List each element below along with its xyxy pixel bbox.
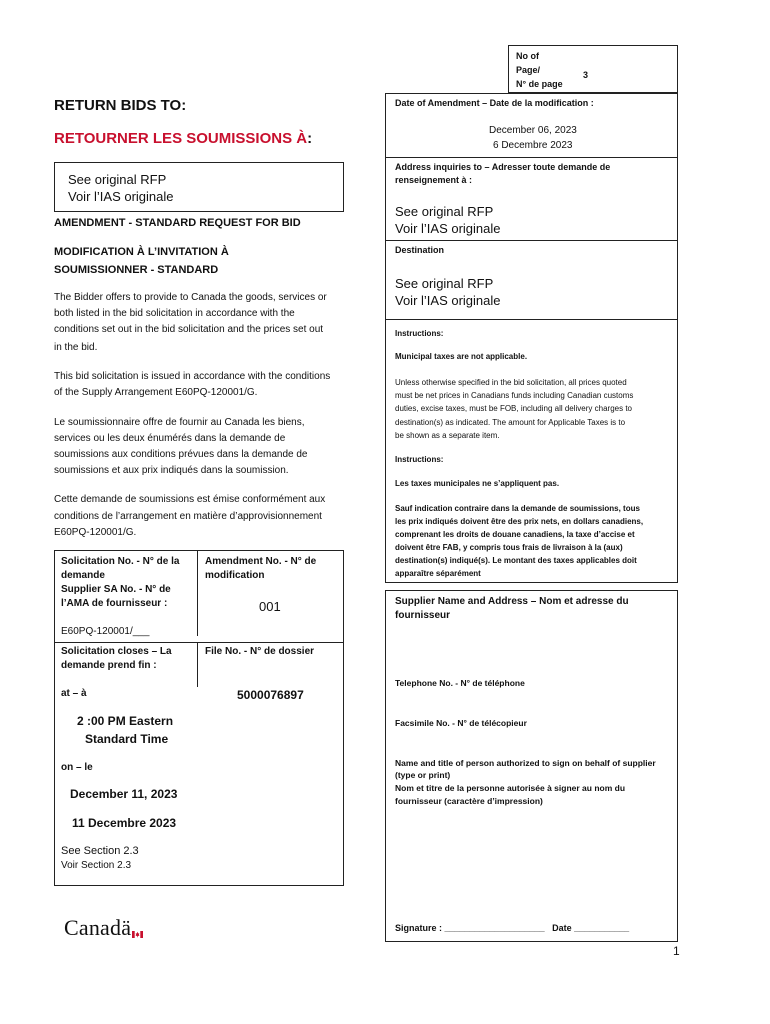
unless-l5: be shown as a separate item. (395, 431, 500, 440)
telephone-label: Telephone No. - N° de téléphone (395, 678, 525, 688)
closing-date-fr: 11 Decembre 2023 (72, 816, 177, 830)
right-divider-2 (385, 240, 678, 241)
inquiries-label-1: Address inquiries to – Adresser toute demande de (395, 162, 611, 172)
bidder-offer-l2: both listed in the bid solicitation in accordance with the (54, 308, 295, 319)
destination-rfp-line2: Voir l’IAS originale (395, 293, 501, 308)
amendment-title-fr-2: SOUMISSIONNER - STANDARD (54, 264, 219, 276)
page-count-label-3: N° de page (516, 79, 563, 89)
facsimile-label: Facsimile No. - N° de télécopieur (395, 718, 527, 728)
sauf-l5: destination(s) indiqué(s). Le montant des taxes applicables doit (395, 556, 637, 565)
solicitation-closes-label-1: Solicitation closes – La (61, 646, 172, 657)
instructions-fr-label: Instructions: (395, 455, 444, 464)
voir-section: Voir Section 2.3 (61, 860, 132, 871)
authorized-person-l2: (type or print) (395, 770, 451, 780)
page-count-label-1: No of (516, 51, 539, 61)
instructions-en-label: Instructions: (395, 329, 444, 338)
amendment-title-en: AMENDMENT - STANDARD REQUEST FOR BID (54, 217, 301, 229)
amendment-title-fr-1: MODIFICATION À L’INVITATION À (54, 246, 229, 258)
retourner-heading (54, 129, 312, 149)
page-count-label-2: Page/ (516, 65, 541, 75)
soumissionnaire-l2: services ou les deux énumérés dans la demande de (54, 433, 286, 444)
destination-label: Destination (395, 245, 445, 255)
unless-l3: duties, excise taxes, must be FOB, including all delivery charges to (395, 404, 632, 413)
unless-l2: must be net prices in Canadians funds including Canadian customs (395, 391, 634, 400)
table-divider-vertical (197, 550, 198, 636)
on-label: on – le (61, 762, 93, 773)
canada-wordmark-text: Canadä (64, 915, 132, 940)
solicitation-issued-l1: This bid solicitation is issued in accordance with the conditions (54, 371, 331, 382)
soumissionnaire-l3: soumissions aux conditions prévues dans la demande de (54, 449, 308, 460)
cette-demande-l1: Cette demande de soumissions est émise conformément aux (54, 494, 326, 505)
see-section: See Section 2.3 (61, 845, 139, 857)
bidder-offer-l4: in the bid. (54, 342, 98, 353)
supplier-name-label-1: Supplier Name and Address – Nom et adresse du (395, 596, 629, 607)
solicitation-no-value: E60PQ-120001/___ (61, 626, 150, 637)
return-bids-heading: RETURN BIDS TO: (54, 97, 187, 114)
authorized-person-l4: fournisseur (caractère d’impression) (395, 796, 543, 806)
soumissionnaire-l4: soumissions et aux prix indiqués dans la soumission. (54, 465, 289, 476)
sauf-l6: apparaître séparément (395, 569, 481, 578)
file-no-label: File No. - N° de dossier (205, 646, 315, 657)
inquiries-label-2: renseignement à : (395, 175, 473, 185)
destination-rfp-line1: See original RFP (395, 276, 494, 291)
cette-demande-l3: E60PQ-120001/G. (54, 527, 137, 538)
bidder-offer-l1: The Bidder offers to provide to Canada the goods, services or (54, 292, 327, 303)
unless-l4: destination(s) as indicated. The amount for Applicable Taxes is to (395, 418, 626, 427)
date-amendment-en: December 06, 2023 (489, 125, 577, 136)
unless-l1: Unless otherwise specified in the bid solicitation, all prices quoted (395, 378, 627, 387)
authorized-person-l1: Name and title of person authorized to sign on behalf of supplier (395, 758, 656, 768)
date-amendment-fr: 6 Decembre 2023 (493, 140, 573, 151)
signature-date-line: Signature : ____________________ Date ___________ (395, 923, 630, 933)
closing-date-en: December 11, 2023 (70, 787, 178, 801)
supplier-sa-label-2: l’AMA de fournisseur : (61, 598, 168, 609)
right-divider-1 (385, 157, 678, 158)
sauf-l3: comprenant les droits de douane canadiens, la taxe d’accise et (395, 530, 635, 539)
supplier-sa-label-1: Supplier SA No. - N° de (61, 584, 171, 595)
sauf-l2: les prix indiqués doivent être des prix nets, en dollars canadiens, (395, 517, 644, 526)
table-divider-vertical-2 (197, 642, 198, 687)
table-divider-horizontal (54, 642, 344, 643)
municipal-taxes-fr: Les taxes municipales ne s’appliquent pas. (395, 479, 560, 488)
retourner-colon: : (307, 130, 313, 147)
sauf-l4: doivent être FAB, y compris tous frais de livraison à la (aux) (395, 543, 623, 552)
at-label: at – à (61, 688, 87, 699)
solicitation-no-label-1: Solicitation No. - N° de la (61, 556, 180, 567)
inquiries-rfp-line1: See original RFP (395, 204, 494, 219)
solicitation-closes-label-2: demande prend fin : (61, 660, 157, 671)
page-number: 1 (673, 944, 680, 958)
canada-flag-icon (132, 918, 143, 925)
return-rfp-line2: Voir l’IAS originale (68, 189, 174, 204)
sauf-l1: Sauf indication contraire dans la demande de soumissions, tous (395, 504, 640, 513)
return-rfp-line1: See original RFP (68, 172, 167, 187)
retourner-heading-text: RETOURNER LES SOUMISSIONS À (54, 130, 308, 147)
page-count-value: 3 (583, 70, 589, 80)
amendment-no-label-2: modification (205, 570, 265, 581)
closing-time-1: 2 :00 PM Eastern (77, 714, 174, 728)
canada-wordmark (64, 915, 131, 941)
soumissionnaire-l1: Le soumissionnaire offre de fournir au Canada les biens, (54, 417, 305, 428)
inquiries-rfp-line2: Voir l’IAS originale (395, 221, 501, 236)
bidder-offer-l3: conditions set out in the bid solicitation and the prices set out (54, 324, 324, 335)
closing-time-2: Standard Time (85, 732, 169, 746)
solicitation-issued-l2: of the Supply Arrangement E60PQ-120001/G. (54, 387, 258, 398)
right-divider-3 (385, 319, 678, 320)
authorized-person-l3: Nom et titre de la personne autorisée à signer au nom du (395, 783, 626, 793)
solicitation-no-label-2: demande (61, 570, 105, 581)
amendment-no-label-1: Amendment No. - N° de (205, 556, 317, 567)
date-amendment-label: Date of Amendment – Date de la modification : (395, 98, 594, 108)
amendment-no-value: 001 (259, 599, 281, 614)
file-no-value: 5000076897 (237, 688, 304, 702)
supplier-name-label-2: fournisseur (395, 610, 451, 621)
cette-demande-l2: conditions de l’arrangement en matière d’approvisionnement (54, 511, 322, 522)
municipal-taxes-en: Municipal taxes are not applicable. (395, 352, 528, 361)
